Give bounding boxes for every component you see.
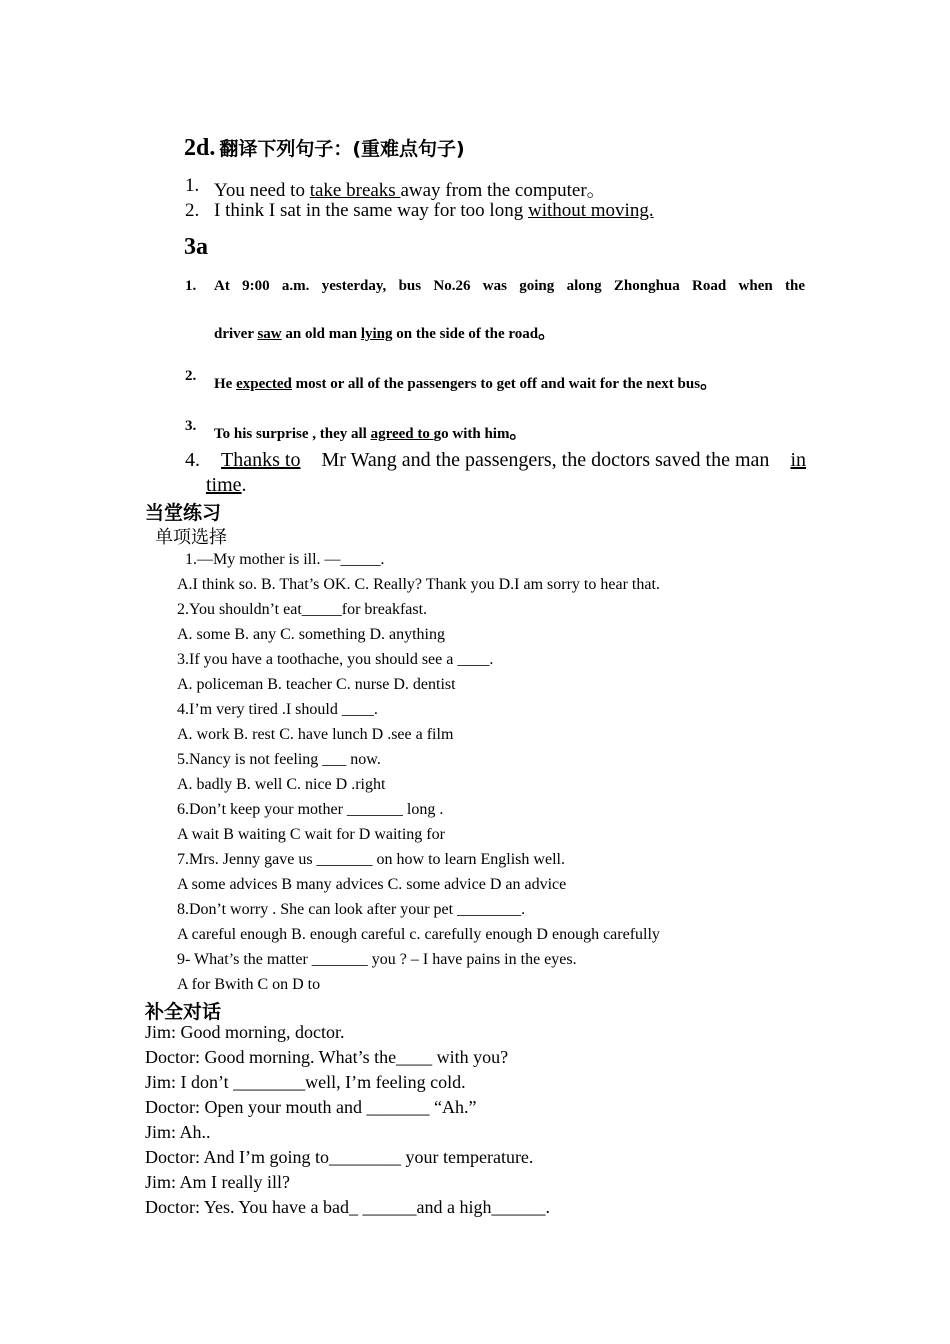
dialogue-heading: 补全对话 [145, 1001, 222, 1023]
question-8: 8.Don’t worry . She can look after your pet ________. [177, 901, 526, 918]
section-3a-heading: 3a [184, 234, 208, 260]
dialogue-line: Jim: Ah.. [145, 1122, 211, 1142]
practice-heading: 当堂练习 [145, 502, 222, 524]
options-6: A wait B waiting C wait for D waiting for [177, 826, 445, 843]
options-8: A careful enough B. enough careful c. carefully enough D enough carefully [177, 926, 660, 943]
options-3: A. policeman B. teacher C. nurse D. dentist [177, 676, 456, 693]
section-2d-number: 2d. [184, 135, 216, 161]
underlined-phrase: without moving. [527, 200, 654, 221]
dialogue-line: Jim: I don’t ________well, I’m feeling cold. [145, 1072, 466, 1092]
practice-subheading: 单项选择 [155, 527, 227, 548]
dialogue-line: Doctor: Good morning. What’s the____ with you? [145, 1047, 509, 1067]
question-3: 3.If you have a toothache, you should see a ____. [177, 651, 494, 668]
sentence-3a-1-number: 1. [185, 278, 197, 294]
question-4: 4.I’m very tired .I should ____. [177, 701, 378, 718]
question-6: 6.Don’t keep your mother _______ long . [177, 801, 444, 818]
sentence-3a-2: He expected most or all of the passengers to get off and wait for the next bus。 [214, 372, 719, 392]
question-2: 2.You shouldn’t eat_____for breakfast. [177, 601, 428, 618]
options-7: A some advices B many advices C. some advice D an advice [177, 876, 567, 893]
sentence-3a-3: To his surprise , they all agreed to go with him。 [214, 422, 528, 442]
sentence-3a-1-line1: At 9:00 a.m. yesterday, bus No.26 was going along Zhonghua Road when the [214, 278, 805, 294]
section-2d-title: 翻译下列句子：(重难点句子) [219, 138, 465, 160]
sentence-3a-1-line2: driver saw an old man lying on the side of the road。 [214, 322, 557, 342]
options-9: A for Bwith C on D to [177, 976, 321, 993]
sentence-3a-3-number: 3. [185, 418, 197, 434]
dialogue-line: Jim: Am I really ill? [145, 1172, 290, 1192]
sentence-2d-2-text: I think I sat in the same way for too long without moving. [214, 200, 654, 221]
section-2d-heading [184, 134, 465, 162]
question-7: 7.Mrs. Jenny gave us _______ on how to learn English well. [177, 851, 565, 868]
dialogue-line: Doctor: And I’m going to________ your temperature. [145, 1147, 534, 1167]
dialogue-line: Doctor: Yes. You have a bad_ ______and a high______. [145, 1197, 550, 1217]
sentence-3a-2-number: 2. [185, 368, 197, 384]
underlined-phrase: take breaks [309, 180, 401, 201]
sentence-2d-2: 2. [185, 200, 200, 221]
options-1: A.I think so. B. That’s OK. C. Really? Thank you D.I am sorry to hear that. [177, 576, 660, 593]
question-5: 5.Nancy is not feeling ___ now. [177, 751, 381, 768]
options-5: A. badly B. well C. nice D .right [177, 776, 386, 793]
options-2: A. some B. any C. something D. anything [177, 626, 445, 643]
sentence-2d-1-text: You need to take breaks away from the computer。 [214, 180, 606, 201]
sentence-3a-4-line2: time. [206, 474, 247, 496]
sentence-3a-4-line1: 4. Thanks to Mr Wang and the passengers, the doctors saved the man in [185, 449, 806, 471]
options-4: A. work B. rest C. have lunch D .see a film [177, 726, 454, 743]
dialogue-line: Jim: Good morning, doctor. [145, 1022, 345, 1042]
sentence-2d-1: 1. [185, 175, 200, 196]
dialogue-line: Doctor: Open your mouth and _______ “Ah.” [145, 1097, 477, 1117]
question-1: 1.—My mother is ill. —_____. [185, 551, 385, 568]
question-9: 9- What’s the matter _______ you ? – I have pains in the eyes. [177, 951, 577, 968]
